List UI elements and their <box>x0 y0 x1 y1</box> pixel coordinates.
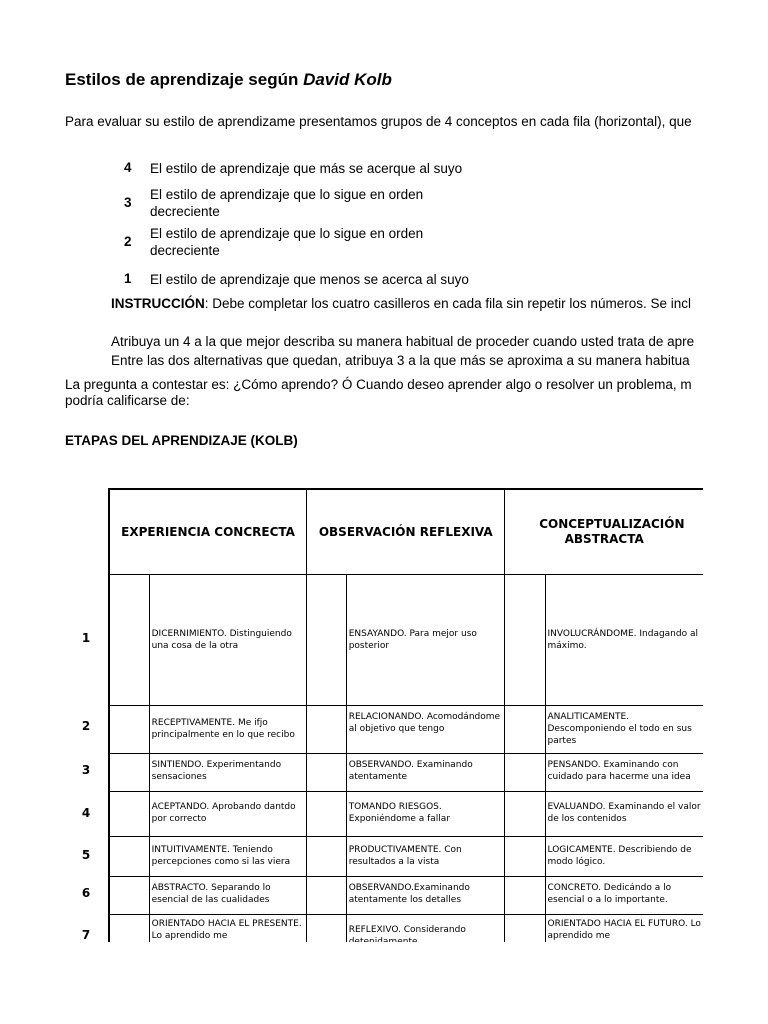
question-line-2: podría calificarse de: <box>65 393 190 408</box>
scale-number: 2 <box>124 234 132 249</box>
header-experiencia: EXPERIENCIA CONCRECTA <box>109 489 307 575</box>
instruction-label: INSTRUCCIÓN <box>111 296 205 311</box>
option-text: ACEPTANDO. Aprobando dantdo por correcto <box>149 792 306 837</box>
table-row <box>109 792 703 837</box>
answer-box[interactable] <box>109 754 149 792</box>
instruction-text: : Debe completar los cuatro casilleros en cada fila sin repetir los números. Se incl <box>204 296 691 311</box>
row-number: 3 <box>81 763 91 777</box>
answer-box[interactable] <box>109 837 149 877</box>
kolb-table <box>108 488 703 955</box>
answer-box[interactable] <box>505 754 545 792</box>
option-text: RELACIONANDO. Acomodándome al objetivo que tengo <box>346 706 505 754</box>
option-text: OBSERVANDO. Examinando atentamente <box>346 754 505 792</box>
question-line-1: La pregunta a contestar es: ¿Cómo aprendo? Ó Cuando deseo aprender algo o resolver un problema, m <box>65 377 692 392</box>
option-text: INVOLUCRÁNDOME. Indagando al máximo. <box>545 575 703 706</box>
row-number: 1 <box>81 631 91 645</box>
header-observacion: OBSERVACIÓN REFLEXIVA <box>307 489 505 575</box>
answer-box[interactable] <box>109 877 149 915</box>
answer-box[interactable] <box>505 575 545 706</box>
answer-box[interactable] <box>307 837 347 877</box>
attribute-line-1: Atribuya un 4 a la que mejor describa su manera habitual de proceder cuando usted trata de apre <box>111 334 695 349</box>
section-title: ETAPAS DEL APRENDIZAJE (KOLB) <box>65 433 298 448</box>
option-text: ENSAYANDO. Para mejor uso posterior <box>346 575 505 706</box>
scale-text: El estilo de aprendizaje que más se acerque al suyo <box>150 161 463 176</box>
option-text: ABSTRACTO. Separando lo esencial de las cualidades <box>149 877 306 915</box>
row-number: 4 <box>81 806 91 820</box>
answer-box[interactable] <box>505 877 545 915</box>
answer-box[interactable] <box>307 792 347 837</box>
option-text: EVALUANDO. Examinando el valor de los contenidos <box>545 792 703 837</box>
option-text: INTUITIVAMENTE. Teniendo percepciones como si las viera <box>149 837 306 877</box>
row-number: 6 <box>81 886 91 900</box>
answer-box[interactable] <box>505 792 545 837</box>
table-row <box>109 837 703 877</box>
answer-box[interactable] <box>109 792 149 837</box>
answer-box[interactable] <box>307 575 347 706</box>
option-text: PRODUCTIVAMENTE. Con resultados a la vista <box>346 837 505 877</box>
row-number: 5 <box>81 848 91 862</box>
table-row <box>109 877 703 915</box>
table-row <box>109 706 703 754</box>
answer-box[interactable] <box>109 575 149 706</box>
option-text: ANALITICAMENTE. Descomponiendo el todo en sus partes <box>545 706 703 754</box>
option-text: SINTIENDO. Experimentando sensaciones <box>149 754 306 792</box>
option-text: REFLEXIVO. Considerando <box>346 915 505 955</box>
answer-box[interactable] <box>307 877 347 915</box>
scale-text: El estilo de aprendizaje que lo sigue en orden decreciente <box>150 226 424 258</box>
instruction-line <box>111 296 691 311</box>
table-row <box>109 754 703 792</box>
intro-text: Para evaluar su estilo de aprendizame presentamos grupos de 4 conceptos en cada fila (horizontal), que <box>65 114 692 129</box>
answer-box[interactable] <box>109 706 149 754</box>
option-text: ORIENTADO HACIA EL FUTURO. Lo aprendido me <box>545 915 703 955</box>
scale-text: El estilo de aprendizaje que menos se acerca al suyo <box>150 272 469 287</box>
answer-box[interactable] <box>505 837 545 877</box>
option-text: TOMANDO RIESGOS. Exponiéndome a fallar <box>346 792 505 837</box>
scale-number: 3 <box>124 195 132 210</box>
table-header-row <box>109 489 703 575</box>
page-title: Estilos de aprendizaje según David Kolb <box>65 70 392 89</box>
page-cutoff <box>0 942 703 1024</box>
scale-text: El estilo de aprendizaje que lo sigue en orden decreciente <box>150 187 424 219</box>
option-text: OBSERVANDO.Examinando atentamente los detalles <box>346 877 505 915</box>
option-text: RECEPTIVAMENTE. Me ifjo principalmente en lo que recibo <box>149 706 306 754</box>
option-text: PENSANDO. Examinando con cuidado para hacerme una idea <box>545 754 703 792</box>
scale-number: 1 <box>124 271 132 286</box>
option-text: ORIENTADO HACIA EL PRESENTE. Lo aprendido me <box>149 915 306 955</box>
option-text: LOGICAMENTE. Describiendo de modo lógico. <box>545 837 703 877</box>
answer-box[interactable] <box>307 754 347 792</box>
header-conceptualizacion: CONCEPTUALIZACIÓN ABSTRACTA <box>505 489 703 575</box>
option-text: CONCRETO. Dedicándo a lo esencial o a lo importante. <box>545 877 703 915</box>
title-author: David Kolb <box>303 70 392 89</box>
answer-box[interactable] <box>307 706 347 754</box>
row-number: 2 <box>81 719 91 733</box>
row-number: 7 <box>81 928 91 942</box>
option-text: DICERNIMIENTO. Distinguiendo una cosa de la otra <box>149 575 306 706</box>
table-row <box>109 575 703 706</box>
scale-number: 4 <box>124 160 132 175</box>
answer-box[interactable] <box>505 706 545 754</box>
attribute-line-2: Entre las dos alternativas que quedan, atribuya 3 a la que más se aproxima a su manera habitua <box>111 353 690 368</box>
